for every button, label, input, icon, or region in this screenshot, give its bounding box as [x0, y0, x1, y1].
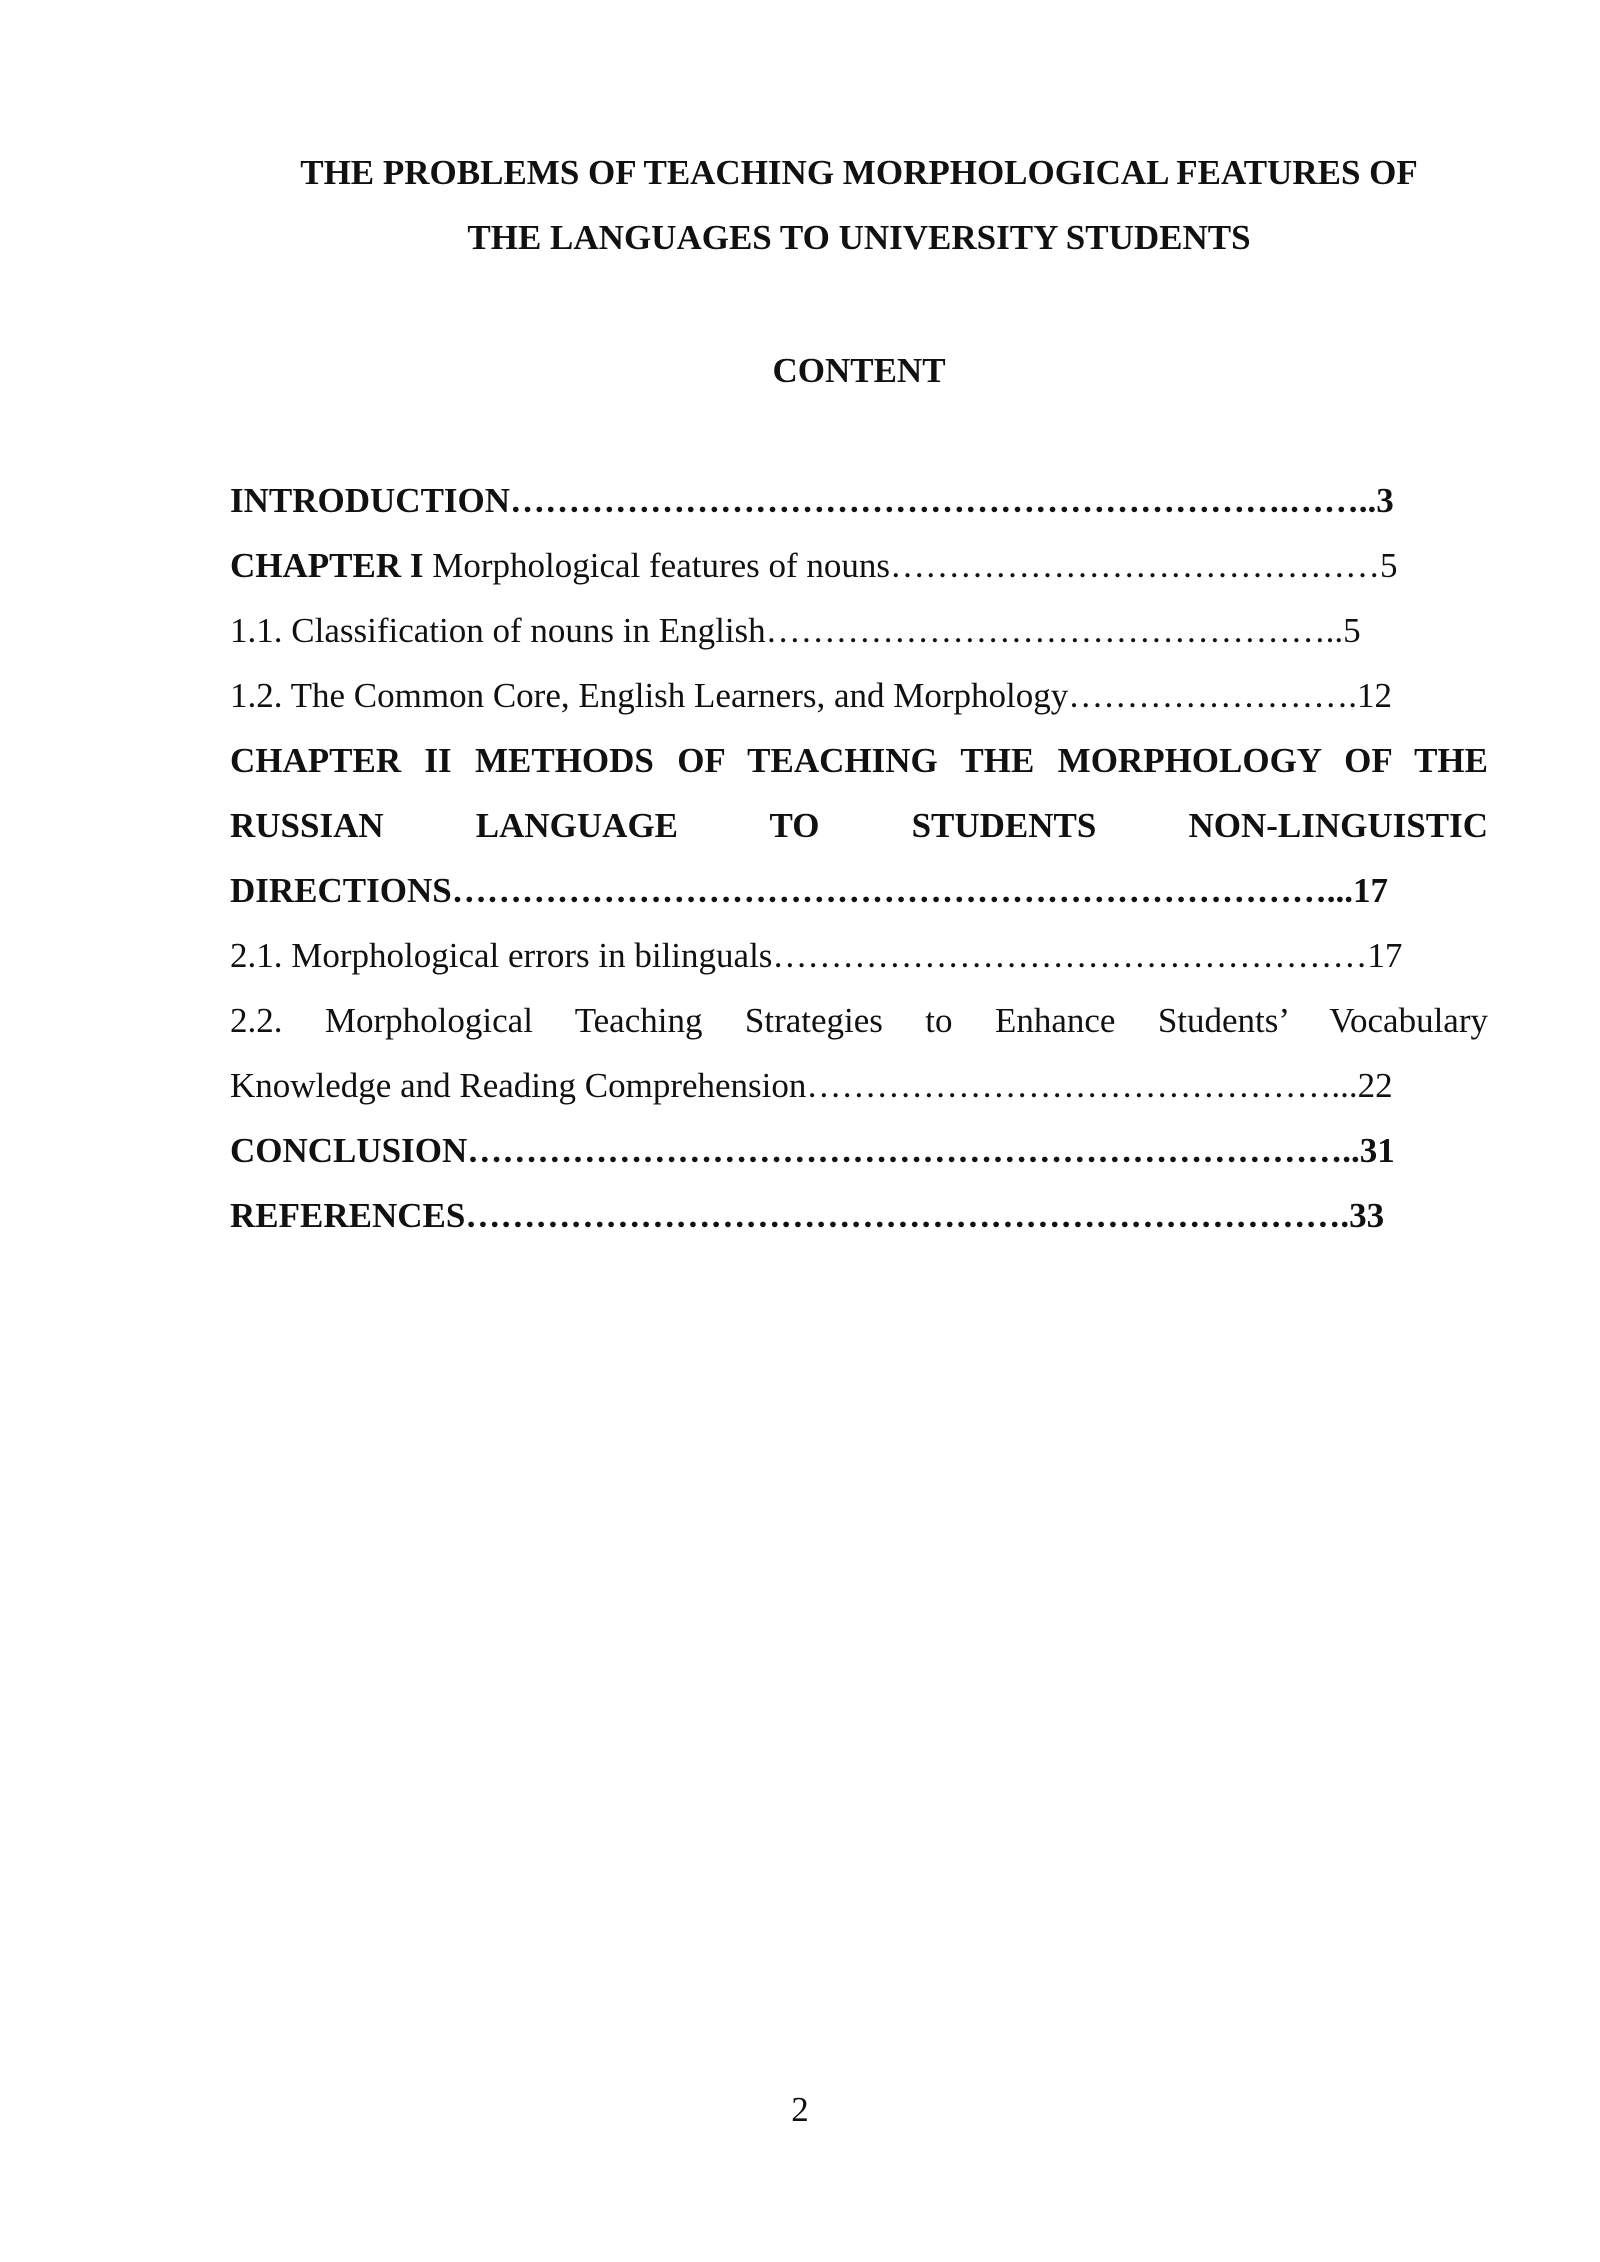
toc-chapter-1 — [230, 533, 1488, 598]
toc-chapter-2-line-2: RUSSIAN LANGUAGE TO STUDENTS NON-LINGUISTIC — [230, 806, 1488, 845]
toc-chapter-1-label: CHAPTER I — [230, 546, 424, 585]
toc-section-2-2-line-1: 2.2. Morphological Teaching Strategies to Enhance Students’ Vocabulary — [230, 1001, 1488, 1040]
toc-introduction: INTRODUCTION………………………………………………………….……..3 — [230, 481, 1394, 520]
toc-conclusion: CONCLUSION…………………………………………………………………..31 — [230, 1131, 1395, 1170]
title-line-2: THE LANGUAGES TO UNIVERSITY STUDENTS — [467, 218, 1251, 257]
content-heading: CONTENT — [772, 351, 946, 390]
toc-chapter-2-line-3: DIRECTIONS…………………………………………………………………...17 — [230, 871, 1388, 910]
toc-section-2-2-line-2: Knowledge and Reading Comprehension………………………………………...22 — [230, 1066, 1393, 1105]
title-line-1: THE PROBLEMS OF TEACHING MORPHOLOGICAL FEATURES OF — [300, 153, 1418, 192]
toc-section-1-2: 1.2. The Common Core, English Learners, and Morphology…………………….12 — [230, 676, 1393, 715]
document-title — [230, 140, 1488, 270]
toc-references: REFERENCES………………………………………………………………….33 — [230, 1196, 1385, 1235]
toc-section-2-1: 2.1. Morphological errors in bilinguals……………………………………………17 — [230, 936, 1403, 975]
toc-chapter-1-title: Morphological features of nouns……………………………………5 — [423, 546, 1398, 585]
toc-chapter-2-line-1: CHAPTER II METHODS OF TEACHING THE MORPHOLOGY OF THE — [230, 741, 1488, 780]
table-of-contents — [230, 468, 1488, 1248]
toc-section-1-1: 1.1. Classification of nouns in English…………………………………………..5 — [230, 611, 1361, 650]
page-number: 2 — [791, 2090, 809, 2129]
